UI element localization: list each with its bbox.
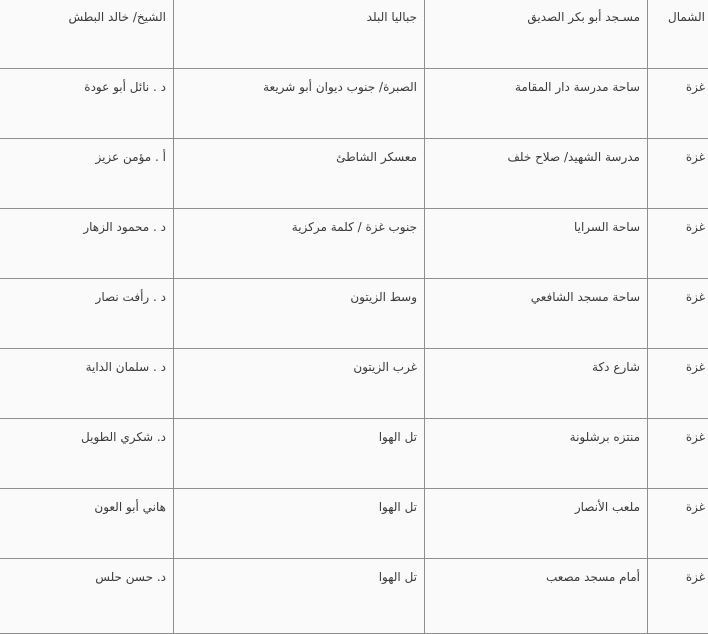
area-cell: معسكر الشاطئ <box>174 139 425 209</box>
place-cell: ساحة مدرسة دار المقامة <box>425 69 648 139</box>
region-cell: غزة <box>648 559 708 634</box>
place-cell: ساحة مسجد الشافعي <box>425 279 648 349</box>
speaker-cell: د. شكري الطويل <box>0 419 174 489</box>
region-cell: الشمال <box>648 0 708 69</box>
place-cell: ساحة السرايا <box>425 209 648 279</box>
table-row <box>0 419 708 489</box>
speaker-cell: هاني أبو العون <box>0 489 174 559</box>
region-cell: غزة <box>648 209 708 279</box>
region-cell: غزة <box>648 69 708 139</box>
area-cell: تل الهوا <box>174 419 425 489</box>
region-cell: غزة <box>648 139 708 209</box>
speaker-cell: د . رأفت نصار <box>0 279 174 349</box>
speaker-cell: د. حسن حلس <box>0 559 174 634</box>
table-row <box>0 69 708 139</box>
speaker-cell: الشيخ/ خالد البطش <box>0 0 174 69</box>
place-cell: أمام مسجد مصعب <box>425 559 648 634</box>
region-cell: غزة <box>648 489 708 559</box>
table-row <box>0 349 708 419</box>
table-row <box>0 209 708 279</box>
place-cell: مسـجد أبو بكر الصديق <box>425 0 648 69</box>
place-cell: شارع دكة <box>425 349 648 419</box>
speaker-cell: د . سلمان الداية <box>0 349 174 419</box>
area-cell: الصبرة/ جنوب ديوان أبو شريعة <box>174 69 425 139</box>
speaker-cell: أ . مؤمن عزيز <box>0 139 174 209</box>
region-cell: غزة <box>648 419 708 489</box>
table-row <box>0 139 708 209</box>
area-cell: وسط الزيتون <box>174 279 425 349</box>
place-cell: مدرسة الشهيد/ صلاح خلف <box>425 139 648 209</box>
area-cell: غرب الزيتون <box>174 349 425 419</box>
place-cell: ملعب الأنصار <box>425 489 648 559</box>
area-cell: تل الهوا <box>174 489 425 559</box>
table-row <box>0 0 708 69</box>
region-cell: غزة <box>648 349 708 419</box>
area-cell: جباليا البلد <box>174 0 425 69</box>
area-cell: جنوب غزة / كلمة مركزية <box>174 209 425 279</box>
region-cell: غزة <box>648 279 708 349</box>
table-row <box>0 489 708 559</box>
table-row <box>0 279 708 349</box>
speaker-cell: د . نائل أبو عودة <box>0 69 174 139</box>
area-cell: تل الهوا <box>174 559 425 634</box>
speaker-cell: د . محمود الزهار <box>0 209 174 279</box>
place-cell: منتزه برشلونة <box>425 419 648 489</box>
table-row <box>0 559 708 634</box>
